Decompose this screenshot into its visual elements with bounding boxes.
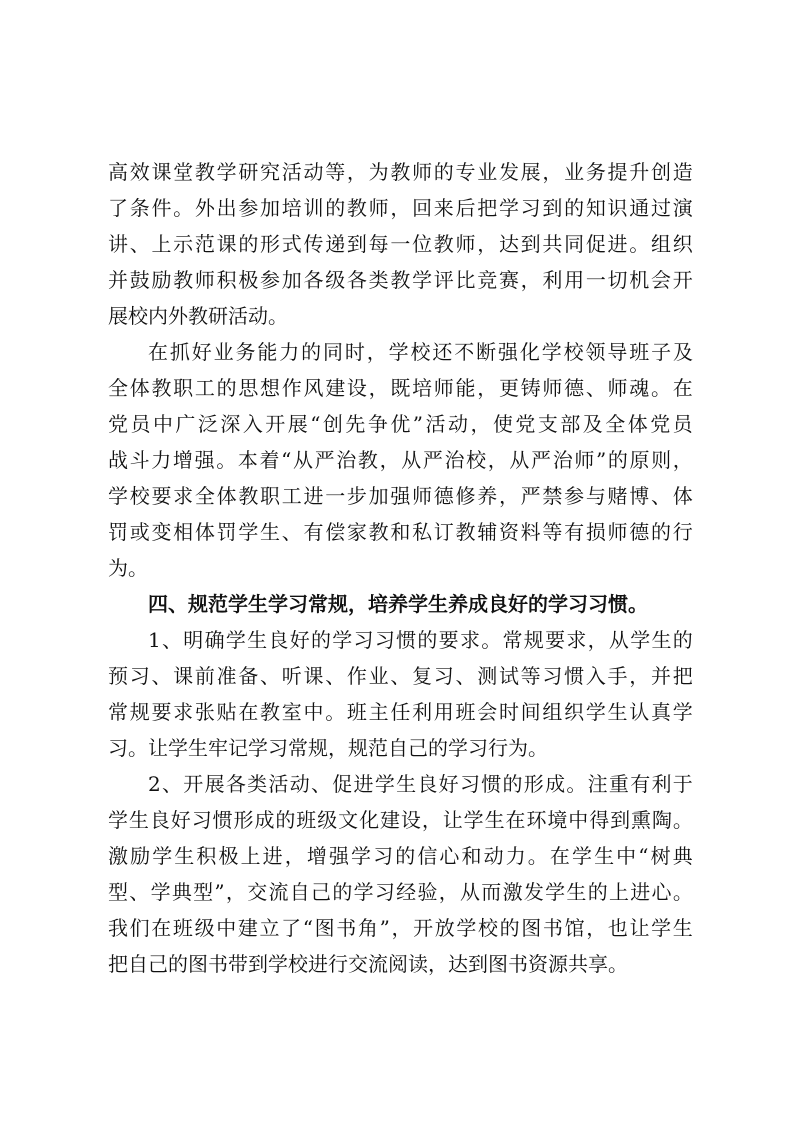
- text-line: 展校内外教研活动。: [108, 304, 288, 328]
- text-line: 我 们 在 班 级 中 建 立 了 “ 图 书 角 ” ， 开 放 学 校 的 图 书 馆 ， 也 让 学 生: [108, 916, 693, 940]
- text-line: 了 条 件 。 外 出 参 加 培 训 的 教 师 ， 回 来 后 把 学 习 到 的 知 识 通 过 演: [108, 196, 693, 220]
- text-line: 为。: [108, 556, 148, 580]
- text-line: 党 员 中 广 泛 深 入 开 展 “ 创 先 争 优 ” 活 动 ， 使 党 支 部 及 全 体 党 员: [108, 412, 693, 436]
- text-line: 并 鼓 励 教 师 积 极 参 加 各 级 各 类 教 学 评 比 竞 赛 ， 利 用 一 切 机 会 开: [108, 268, 693, 292]
- text-line: 把自己的图书带到学校进行交流阅读，达到图书资源共享。: [108, 952, 628, 976]
- text-line: 2 、 开 展 各 类 活 动 、 促 进 学 生 良 好 习 惯 的 形 成 。 注 重 有 利 于: [148, 772, 693, 796]
- text-line: 1 、 明 确 学 生 良 好 的 学 习 习 惯 的 要 求 。 常 规 要 求 ， 从 学 生 的: [148, 628, 693, 652]
- text-line: 罚 或 变 相 体 罚 学 生 、 有 偿 家 教 和 私 订 教 辅 资 料 等 有 损 师 德 的 行: [108, 520, 693, 544]
- text-line: 激 励 学 生 积 极 上 进 ， 增 强 学 习 的 信 心 和 动 力 。 在 学 生 中 “ 树 典: [108, 844, 693, 868]
- text-line: 习。让学生牢记学习常规，规范自己的学习行为。: [108, 736, 548, 760]
- text-line: 高 效 课 堂 教 学 研 究 活 动 等 ， 为 教 师 的 专 业 发 展 ， 业 务 提 升 创 造: [108, 160, 693, 184]
- text-line: 常 规 要 求 张 贴 在 教 室 中 。 班 主 任 利 用 班 会 时 间 组 织 学 生 认 真 学: [108, 700, 693, 724]
- text-line: 预 习 、 课 前 准 备 、 听 课 、 作 业 、 复 习 、 测 试 等 习 惯 入 手 ， 并 把: [108, 664, 693, 688]
- text-line: 学 校 要 求 全 体 教 职 工 进 一 步 加 强 师 德 修 养 ， 严 禁 参 与 赌 博 、 体: [108, 484, 693, 508]
- section-heading: 四、规范学生学习常规，培养学生养成良好的学习习惯。: [148, 592, 648, 616]
- text-line: 型 、 学 典 型 ” ， 交 流 自 己 的 学 习 经 验 ， 从 而 激 发 学 生 的 上 进 心 。: [108, 880, 693, 904]
- text-line: 在 抓 好 业 务 能 力 的 同 时 ， 学 校 还 不 断 强 化 学 校 领 导 班 子 及: [148, 340, 693, 364]
- text-line: 讲 、 上 示 范 课 的 形 式 传 递 到 每 一 位 教 师 ， 达 到 共 同 促 进 。 组 织: [108, 232, 693, 256]
- text-line: 战 斗 力 增 强 。 本 着 “ 从 严 治 教 ， 从 严 治 校 ， 从 严 治 师 ” 的 原 则 ，: [108, 448, 693, 472]
- text-line: 学 生 良 好 习 惯 形 成 的 班 级 文 化 建 设 ， 让 学 生 在 环 境 中 得 到 熏 陶 。: [108, 808, 693, 832]
- text-line: 全 体 教 职 工 的 思 想 作 风 建 设 ， 既 培 师 能 ， 更 铸 师 德 、 师 魂 。 在: [108, 376, 693, 400]
- document-body: [108, 154, 693, 982]
